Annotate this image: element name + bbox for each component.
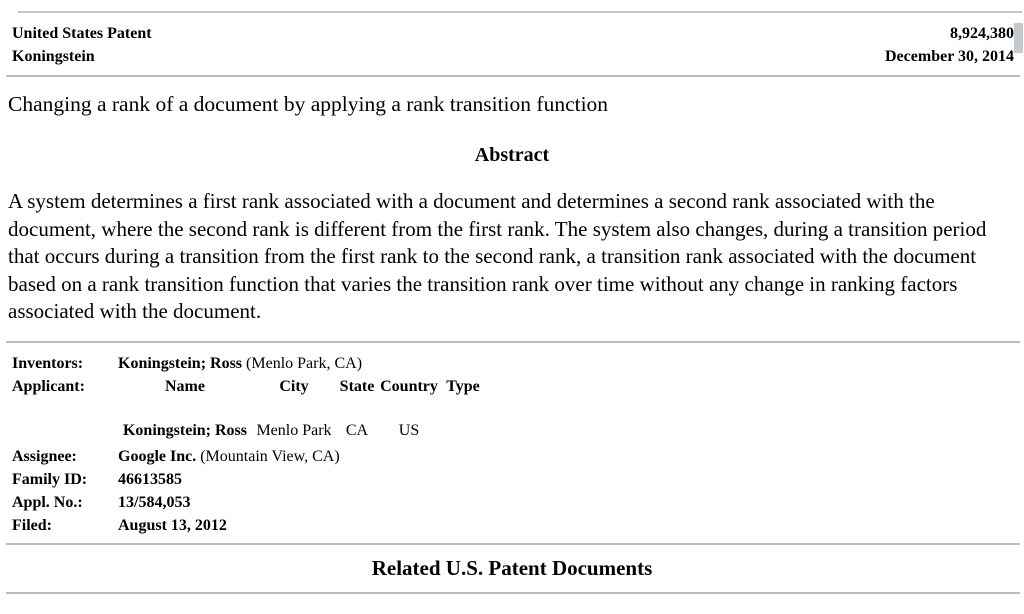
applicant-col-country: Country: [380, 377, 438, 395]
inventors-value: [118, 352, 1024, 375]
patent-document-page: [0, 11, 1024, 594]
patent-header: [12, 22, 1014, 68]
assignee-location: (Mountain View, CA): [200, 447, 340, 465]
applicant-table-header-row: [118, 375, 486, 419]
related-documents-heading: Related U.S. Patent Documents: [371, 555, 653, 580]
patent-header-left: [12, 22, 152, 68]
header-divider: [6, 75, 1020, 77]
applicant-col-name: Name: [165, 377, 205, 395]
applicant-country-cell: US: [398, 421, 420, 439]
invention-title: Changing a rank of a document by applying a rank transition function: [8, 92, 609, 116]
inventors-label: Inventors:: [12, 354, 84, 372]
applicant-col-city: City: [279, 377, 309, 395]
family-id-value: 46613585: [118, 470, 182, 488]
patent-number: 8,924,380: [950, 25, 1014, 42]
related-divider: [6, 592, 1020, 594]
abstract-divider: [6, 341, 1020, 343]
filed-label: Filed:: [12, 516, 52, 534]
applicant-state-cell: CA: [345, 421, 369, 439]
appl-no-value: 13/584,053: [118, 493, 191, 511]
abstract-heading: Abstract: [474, 144, 550, 166]
inventors-name: Koningstein; Ross: [118, 354, 243, 372]
patent-header-right: [885, 22, 1014, 68]
applicant-col-state: State: [339, 377, 375, 395]
patent-header-title: United States Patent: [12, 25, 152, 42]
applicant-value: [118, 375, 1024, 445]
inventors-location: (Menlo Park, CA): [246, 354, 363, 372]
family-id-label: Family ID:: [12, 470, 88, 488]
applicant-name-cell: Koningstein; Ross: [122, 421, 248, 439]
assignee-value: [118, 445, 1024, 468]
applicant-col-type: Type: [446, 377, 480, 395]
scrollbar-thumb[interactable]: [1014, 23, 1023, 53]
patent-issue-date: December 30, 2014: [885, 48, 1014, 65]
applicant-table: [118, 375, 486, 442]
abstract-text: A system determines a first rank associated with a document and determines a second rank associated with the document, where the second rank is different from the first rank. The system also changes, during a transition period that occurs during a transition from the first rank to the second rank, a transition rank associated with the document based on a rank transition function that varies the transition rank over time without any change in ranking factors associated with the document.: [8, 189, 987, 323]
appl-no-label: Appl. No.:: [12, 493, 83, 511]
applicant-label: Applicant:: [12, 377, 85, 395]
filed-value: August 13, 2012: [118, 516, 227, 534]
details-divider: [6, 543, 1020, 545]
applicant-type-cell: [440, 419, 486, 442]
assignee-label: Assignee:: [12, 447, 77, 465]
applicant-city-cell: Menlo Park: [256, 421, 332, 439]
patent-header-inventor: Koningstein: [12, 48, 95, 65]
bibliographic-details: [12, 352, 1024, 537]
assignee-name: Google Inc.: [118, 447, 197, 465]
top-divider: [18, 11, 1022, 13]
applicant-table-row: [118, 419, 486, 442]
